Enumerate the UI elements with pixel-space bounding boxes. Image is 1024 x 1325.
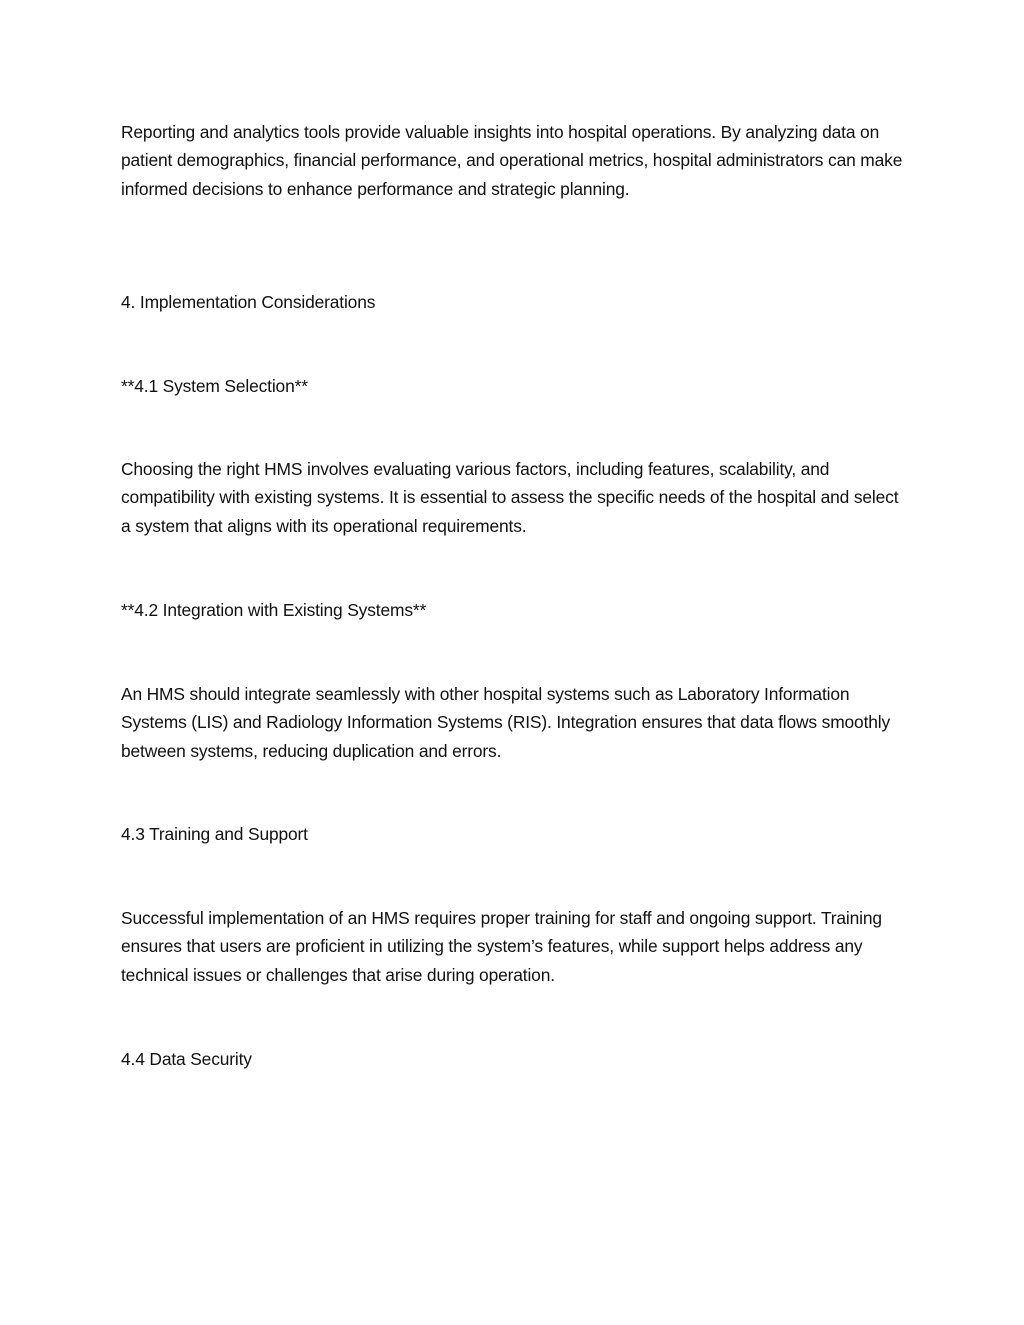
subsection-heading-data-security: 4.4 Data Security xyxy=(121,1049,252,1069)
paragraph-system-selection: Choosing the right HMS involves evaluating various factors, including features, scalability, and compatibility with existing systems. It is essential to assess the specific needs of the hospital and select a system that aligns with its operational requirements. xyxy=(121,459,899,536)
subsection-heading-system-selection: **4.1 System Selection** xyxy=(121,376,308,396)
section-heading-implementation: 4. Implementation Considerations xyxy=(121,292,376,312)
subsection-heading-integration: **4.2 Integration with Existing Systems** xyxy=(121,600,427,620)
paragraph-training-support: Successful implementation of an HMS requires proper training for staff and ongoing support. Training ensures that users are proficient in utilizing the system’s features, while support helps address any technical issues or challenges that arise during operation. xyxy=(121,908,882,985)
subsection-heading-training-support: 4.3 Training and Support xyxy=(121,824,308,844)
paragraph-integration: An HMS should integrate seamlessly with other hospital systems such as Laboratory Information Systems (LIS) and Radiology Information Systems (RIS). Integration ensures that data flows smoothly between systems, reducing duplication and errors. xyxy=(121,684,891,761)
paragraph-reporting-analytics: Reporting and analytics tools provide valuable insights into hospital operations. By analyzing data on patient demographics, financial performance, and operational metrics, hospital administrators can make informed decisions to enhance performance and strategic planning. xyxy=(121,122,903,199)
